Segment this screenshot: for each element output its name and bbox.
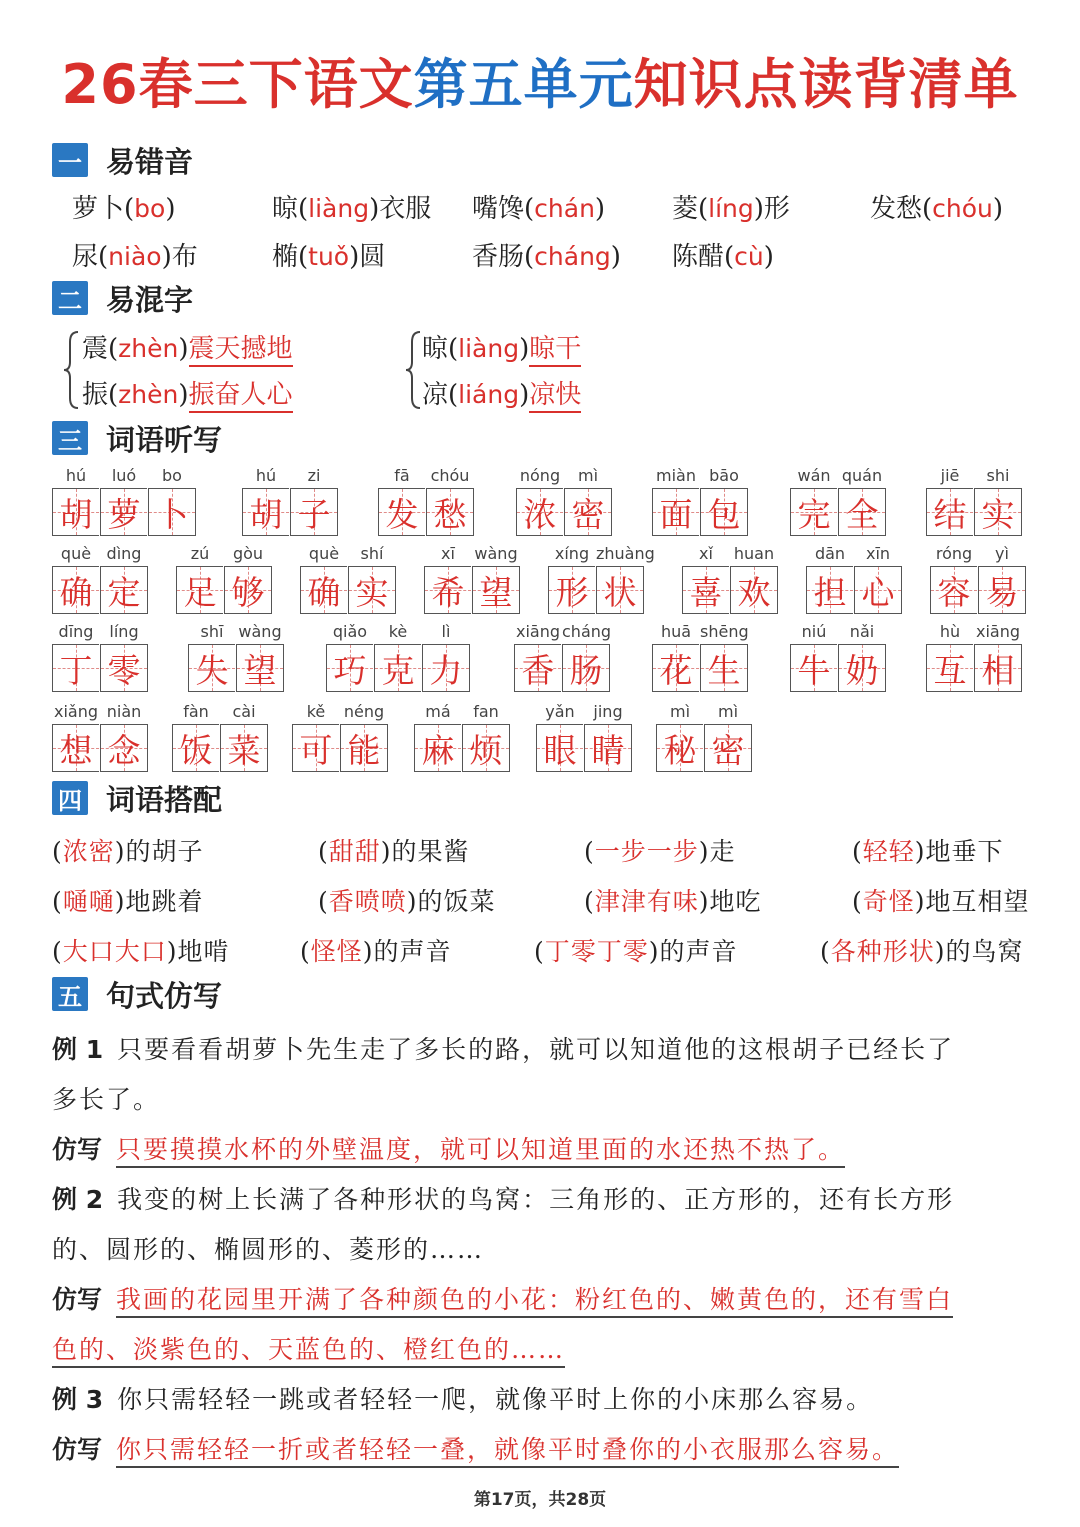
collocation-answer: 轻轻 (862, 837, 915, 866)
dictation-word (548, 544, 655, 614)
pinyin: kè (388, 622, 408, 641)
pinyin: xīn (865, 544, 891, 563)
pron-item: 萝卜(bo) (72, 194, 176, 224)
pinyin: xī (441, 544, 455, 563)
collocation-item: (轻轻)地垂下 (852, 837, 1004, 866)
collocation-answer: 嗵嗵 (62, 887, 115, 916)
dictation-cell (100, 622, 148, 692)
hanzi: 肠 (569, 650, 603, 690)
dictation-word (652, 622, 748, 692)
dictation-cell (978, 544, 1026, 614)
dictation-cell (704, 702, 752, 772)
dictation-cell (790, 622, 838, 692)
pinyin: líng (109, 622, 139, 641)
pinyin: què (60, 544, 92, 563)
pinyin: chóu (430, 466, 470, 485)
dictation-cell (422, 622, 470, 692)
collocation-answer: 一步一步 (594, 837, 699, 866)
section-label: 词语听写 (106, 422, 223, 457)
pron-item: 菱(líng)形 (672, 194, 790, 224)
imitation-2-line-2: 色的、淡紫色的、天蓝色的、橙红色的…… (52, 1330, 565, 1366)
dictation-cell (790, 466, 838, 536)
dictation-cell (656, 702, 704, 772)
dictation-cell (926, 622, 974, 692)
pinyin: shi (986, 466, 1010, 485)
hanzi: 卜 (155, 494, 189, 534)
pron-item: 晾(liàng)衣服 (272, 194, 432, 224)
dictation-word (172, 702, 268, 772)
pinyin: cài (232, 702, 256, 721)
dictation-word (378, 466, 474, 536)
collocation-item: (嗵嗵)地跳着 (52, 887, 204, 916)
hanzi: 定 (107, 572, 141, 612)
hanzi: 秘 (663, 730, 697, 770)
confusing-item: 震(zhèn)震天撼地 (82, 328, 293, 365)
hanzi: 希 (431, 572, 465, 612)
hanzi: 花 (659, 650, 693, 690)
collocation-answer: 大口大口 (62, 937, 167, 966)
pinyin: dīng (58, 622, 94, 641)
imitation-1: 仿写 只要摸摸水杯的外壁温度，就可以知道里面的水还热不热了。 (52, 1130, 845, 1166)
collocation-answer: 丁零丁零 (544, 937, 649, 966)
dictation-word (656, 702, 752, 772)
pinyin: zi (307, 466, 321, 485)
hanzi: 香 (521, 650, 555, 690)
dictation-cell (300, 544, 348, 614)
dictation-cell (700, 466, 748, 536)
collocation-item: (大口大口)地啃 (52, 937, 230, 966)
dictation-word (292, 702, 388, 772)
hanzi: 包 (707, 494, 741, 534)
dictation-word (514, 622, 610, 692)
confusing-item: 振(zhèn)振奋人心 (82, 374, 293, 411)
pinyin: huan (733, 544, 775, 563)
dictation-word (790, 466, 886, 536)
pinyin: yǎn (545, 702, 575, 721)
section-label: 易错音 (106, 144, 194, 179)
pinyin: yì (995, 544, 1009, 563)
collocation-answer: 奇怪 (862, 887, 915, 916)
pinyin: lì (441, 622, 451, 641)
pinyin: cháng (562, 622, 612, 641)
pinyin: xiāng (975, 622, 1020, 641)
dictation-cell (730, 544, 778, 614)
dictation-cell (926, 466, 974, 536)
brace-icon (404, 330, 424, 410)
dictation-cell (652, 466, 700, 536)
collocation-item: (津津有味)地吃 (584, 887, 762, 916)
hanzi: 饭 (179, 730, 213, 770)
example-label: 例 2 (52, 1185, 104, 1214)
collocation-item: (甜甜)的果酱 (318, 837, 470, 866)
dictation-cell (52, 466, 100, 536)
hanzi: 易 (985, 572, 1019, 612)
dictation-cell (100, 466, 148, 536)
dictation-cell (326, 622, 374, 692)
dictation-cell (596, 544, 655, 614)
dictation-word (52, 702, 148, 772)
dictation-cell (426, 466, 474, 536)
collocation-item: (怪怪)的声音 (300, 937, 452, 966)
dictation-cell (176, 544, 224, 614)
collocation-phrase: 的胡子 (125, 837, 204, 866)
hanzi: 浓 (523, 494, 557, 534)
dictation-cell (700, 622, 748, 692)
dictation-cell (424, 544, 472, 614)
dictation-cell (100, 544, 148, 614)
dictation-cell (516, 466, 564, 536)
pinyin: fā (394, 466, 410, 485)
hanzi: 巧 (333, 650, 367, 690)
dictation-word (790, 622, 886, 692)
dictation-cell (378, 466, 426, 536)
pinyin: shēng (700, 622, 749, 641)
pinyin: mì (717, 702, 739, 721)
dictation-word (926, 466, 1022, 536)
pinyin: xǐ (699, 544, 713, 563)
collocation-phrase: 地垂下 (925, 837, 1004, 866)
section-number: 一 (52, 143, 88, 177)
collocation-item: (浓密)的胡子 (52, 837, 204, 866)
hanzi: 确 (307, 572, 341, 612)
hanzi: 形 (555, 572, 589, 612)
pinyin: niú (801, 622, 827, 641)
dictation-cell (974, 466, 1022, 536)
dictation-cell (374, 622, 422, 692)
hanzi: 愁 (433, 494, 467, 534)
dictation-cell (564, 466, 612, 536)
example-1-line-2: 多长了。 (52, 1085, 161, 1114)
hanzi: 胡 (59, 494, 93, 534)
hanzi: 失 (195, 650, 229, 690)
hanzi: 望 (243, 650, 277, 690)
hanzi: 相 (981, 650, 1015, 690)
hanzi: 子 (297, 494, 331, 534)
collocation-phrase: 的声音 (659, 937, 738, 966)
dictation-cell (974, 622, 1022, 692)
dictation-word (242, 466, 338, 536)
section-label: 词语搭配 (106, 782, 223, 817)
dictation-word (536, 702, 632, 772)
pinyin: miàn (656, 466, 696, 485)
collocation-item: (香喷喷)的饭菜 (318, 887, 496, 916)
dictation-word (652, 466, 748, 536)
pinyin: hù (939, 622, 961, 641)
dictation-cell (52, 622, 100, 692)
dictation-word (52, 466, 196, 536)
title-grade: 26春三下语文 (61, 53, 414, 116)
imitation-label: 仿写 (52, 1435, 103, 1464)
title-unit: 第五单元 (413, 53, 634, 116)
dictation-word (188, 622, 284, 692)
dictation-word (516, 466, 612, 536)
hanzi: 望 (479, 572, 513, 612)
dictation-cell (52, 544, 100, 614)
dictation-cell (930, 544, 978, 614)
pinyin: huā (660, 622, 692, 641)
example-3: 例 3 你只需轻轻一跳或者轻轻一爬，就像平时上你的小床那么容易。 (52, 1385, 874, 1414)
collocation-answer: 浓密 (62, 837, 115, 866)
dictation-cell (242, 466, 290, 536)
collocation-phrase: 的鸟窝 (945, 937, 1024, 966)
hanzi: 力 (429, 650, 463, 690)
collocation-answer: 各种形状 (830, 937, 935, 966)
brace-icon (62, 330, 82, 410)
collocation-answer: 怪怪 (310, 937, 363, 966)
hanzi: 面 (659, 494, 693, 534)
example-1-line-1: 例 1 只要看看胡萝卜先生走了多长的路，就可以知道他的这根胡子已经长了 (52, 1035, 955, 1064)
dictation-word (300, 544, 396, 614)
confusing-item: 晾(liàng)晾干 (422, 328, 581, 365)
section-number: 三 (52, 421, 88, 455)
dictation-cell (292, 702, 340, 772)
hanzi: 结 (933, 494, 967, 534)
dictation-cell (536, 702, 584, 772)
hanzi: 容 (937, 572, 971, 612)
pinyin: nǎi (849, 622, 875, 641)
pinyin: néng (343, 702, 385, 721)
hanzi: 眼 (543, 730, 577, 770)
hanzi: 牛 (797, 650, 831, 690)
dictation-cell (188, 622, 236, 692)
dictation-cell (236, 622, 284, 692)
hanzi: 心 (861, 572, 895, 612)
pinyin: mì (669, 702, 691, 721)
title-list: 知识点读背清单 (633, 53, 1019, 116)
pinyin: kě (306, 702, 326, 721)
pinyin: bo (162, 466, 182, 485)
pinyin: fan (473, 702, 499, 721)
hanzi: 担 (813, 572, 847, 612)
pinyin: luó (111, 466, 137, 485)
confusing-item: 凉(liáng)凉快 (422, 374, 581, 411)
dictation-word (326, 622, 470, 692)
imitation-label: 仿写 (52, 1285, 103, 1314)
pinyin: shī (200, 622, 224, 641)
dictation-cell (52, 702, 100, 772)
dictation-word (52, 544, 148, 614)
section-number: 五 (52, 977, 88, 1011)
pinyin: shí (360, 544, 384, 563)
imitation-2-line-1: 仿写 我画的花园里开满了各种颜色的小花：粉红色的、嫩黄色的，还有雪白 (52, 1280, 953, 1316)
collocation-phrase: 的声音 (373, 937, 452, 966)
hanzi: 完 (797, 494, 831, 534)
pinyin: xiāng (515, 622, 560, 641)
collocation-phrase: 地吃 (709, 887, 762, 916)
dictation-word (424, 544, 520, 614)
hanzi: 密 (571, 494, 605, 534)
hanzi: 实 (981, 494, 1015, 534)
hanzi: 萝 (107, 494, 141, 534)
pron-item: 香肠(cháng) (472, 242, 621, 272)
dictation-cell (838, 622, 886, 692)
example-label: 例 3 (52, 1385, 104, 1414)
pinyin: wán (797, 466, 831, 485)
pinyin: má (425, 702, 451, 721)
dictation-cell (514, 622, 562, 692)
section-header-5 (52, 974, 222, 1014)
dictation-cell (472, 544, 520, 614)
hanzi: 念 (107, 730, 141, 770)
collocation-item: (丁零丁零)的声音 (534, 937, 738, 966)
hanzi: 全 (845, 494, 879, 534)
page-title (0, 42, 1080, 122)
pinyin: zhuàng (596, 544, 655, 563)
dictation-cell (220, 702, 268, 772)
dictation-cell (584, 702, 632, 772)
pinyin: qiǎo (332, 622, 368, 641)
collocation-phrase: 的饭菜 (417, 887, 496, 916)
dictation-cell (172, 702, 220, 772)
dictation-word (806, 544, 902, 614)
section-number: 四 (52, 781, 88, 815)
dictation-cell (682, 544, 730, 614)
hanzi: 能 (347, 730, 381, 770)
dictation-cell (838, 466, 886, 536)
hanzi: 密 (711, 730, 745, 770)
dictation-word (52, 622, 148, 692)
pinyin: nóng (519, 466, 561, 485)
dictation-cell (562, 622, 610, 692)
pinyin: wàng (238, 622, 282, 641)
pinyin: wàng (474, 544, 518, 563)
dictation-word (926, 622, 1022, 692)
pinyin: zú (190, 544, 210, 563)
pinyin: mì (577, 466, 599, 485)
pinyin: fàn (183, 702, 209, 721)
hanzi: 发 (385, 494, 419, 534)
pinyin: niàn (106, 702, 142, 721)
pinyin: gòu (232, 544, 264, 563)
collocation-item: (一步一步)走 (584, 837, 736, 866)
pinyin: xíng (554, 544, 590, 563)
pinyin: bāo (709, 466, 739, 485)
pron-item: 尿(niào)布 (72, 242, 198, 272)
dictation-cell (548, 544, 596, 614)
section-header-2 (52, 278, 193, 318)
hanzi: 想 (59, 730, 93, 770)
hanzi: 喜 (689, 572, 723, 612)
hanzi: 麻 (421, 730, 455, 770)
dictation-cell (348, 544, 396, 614)
dictation-word (930, 544, 1026, 614)
hanzi: 可 (299, 730, 333, 770)
dictation-cell (340, 702, 388, 772)
imitation-3: 仿写 你只需轻轻一折或者轻轻一叠，就像平时叠你的小衣服那么容易。 (52, 1430, 899, 1466)
hanzi: 奶 (845, 650, 879, 690)
pron-item: 发愁(chóu) (870, 194, 1004, 224)
hanzi: 足 (183, 572, 217, 612)
page-footer: 第17页，共28页 (473, 1490, 607, 1510)
collocation-answer: 甜甜 (328, 837, 381, 866)
collocation-phrase: 地跳着 (125, 887, 204, 916)
dictation-cell (462, 702, 510, 772)
hanzi: 实 (355, 572, 389, 612)
dictation-cell (854, 544, 902, 614)
collocation-phrase: 地互相望 (925, 887, 1030, 916)
pinyin: jiē (940, 466, 960, 485)
hanzi: 丁 (59, 650, 93, 690)
example-2-line-1: 例 2 我变的树上长满了各种形状的鸟窝：三角形的、正方形的，还有长方形 (52, 1185, 955, 1214)
hanzi: 菜 (227, 730, 261, 770)
section-label: 易混字 (106, 282, 194, 317)
collocation-phrase: 地啃 (177, 937, 230, 966)
pinyin: hú (65, 466, 87, 485)
dictation-word (682, 544, 778, 614)
collocation-item: (各种形状)的鸟窝 (820, 937, 1024, 966)
hanzi: 互 (933, 650, 967, 690)
hanzi: 烦 (469, 730, 503, 770)
pron-item: 椭(tuǒ)圆 (272, 242, 386, 272)
hanzi: 够 (231, 572, 265, 612)
collocation-phrase: 走 (709, 837, 736, 866)
example-label: 例 1 (52, 1035, 104, 1064)
section-header-1 (52, 140, 193, 180)
hanzi: 状 (603, 572, 637, 612)
pinyin: hú (255, 466, 277, 485)
hanzi: 生 (707, 650, 741, 690)
hanzi: 零 (107, 650, 141, 690)
dictation-cell (290, 466, 338, 536)
collocation-phrase: 的果酱 (391, 837, 470, 866)
pron-item: 嘴馋(chán) (472, 194, 606, 224)
dictation-cell (224, 544, 272, 614)
dictation-word (414, 702, 510, 772)
pinyin: jing (593, 702, 623, 721)
pron-item: 陈醋(cù) (672, 242, 774, 272)
pinyin: xiǎng (53, 702, 98, 721)
dictation-cell (652, 622, 700, 692)
hanzi: 克 (381, 650, 415, 690)
pinyin: dān (814, 544, 846, 563)
example-2-line-2: 的、圆形的、椭圆形的、菱形的…… (52, 1235, 485, 1264)
section-label: 句式仿写 (106, 978, 223, 1013)
collocation-answer: 香喷喷 (328, 887, 407, 916)
dictation-cell (100, 702, 148, 772)
hanzi: 欢 (737, 572, 771, 612)
hanzi: 确 (59, 572, 93, 612)
pinyin: què (308, 544, 340, 563)
collocation-item: (奇怪)地互相望 (852, 887, 1030, 916)
dictation-cell (148, 466, 196, 536)
pinyin: róng (935, 544, 973, 563)
section-number: 二 (52, 281, 88, 315)
section-header-3 (52, 418, 222, 458)
dictation-cell (414, 702, 462, 772)
pinyin: quán (841, 466, 883, 485)
section-header-4 (52, 778, 222, 818)
hanzi: 睛 (591, 730, 625, 770)
dictation-cell (806, 544, 854, 614)
hanzi: 胡 (249, 494, 283, 534)
imitation-label: 仿写 (52, 1135, 103, 1164)
dictation-word (176, 544, 272, 614)
collocation-answer: 津津有味 (594, 887, 699, 916)
pinyin: dìng (106, 544, 142, 563)
